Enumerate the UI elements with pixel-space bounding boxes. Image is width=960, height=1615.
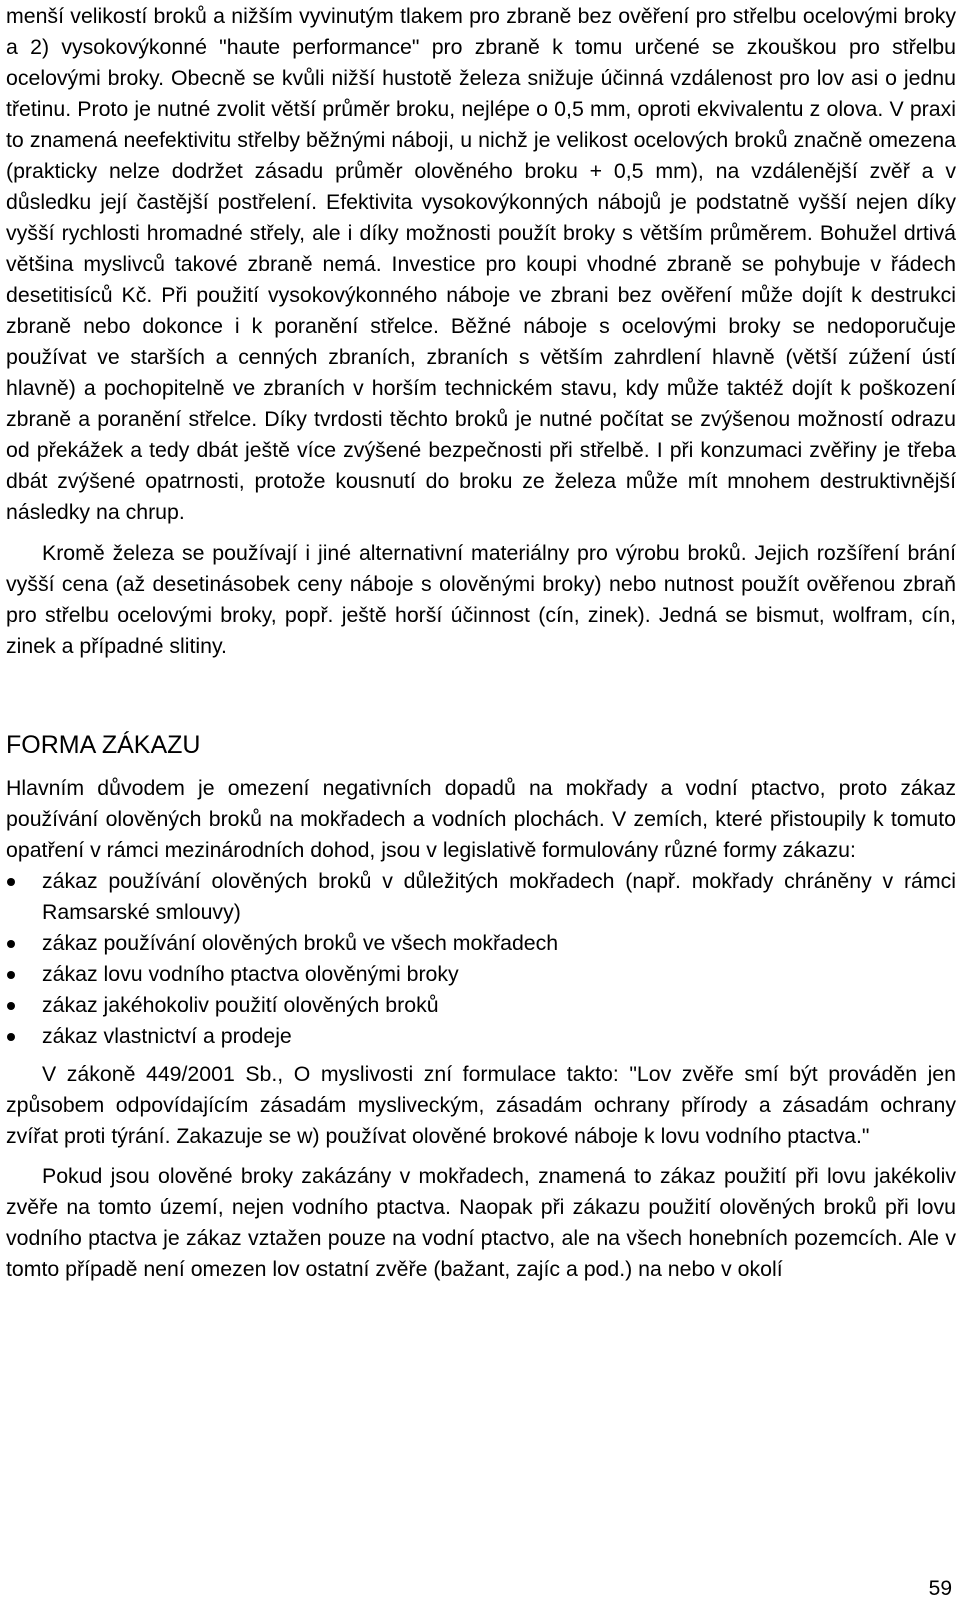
list-item-text: zákaz používání olověných broků ve všech mokřadech — [42, 931, 559, 955]
list-item — [6, 866, 956, 928]
ban-forms-list — [6, 866, 956, 1052]
list-item — [6, 959, 956, 990]
list-item-text: zákaz lovu vodního ptactva olověnými broky — [42, 962, 459, 986]
bullet-icon — [7, 940, 15, 948]
page-number: 59 — [928, 1577, 952, 1600]
list-item — [6, 990, 956, 1021]
paragraph-law-quote: V zákoně 449/2001 Sb., O myslivosti zní formulace takto: "Lov zvěře smí být prováděn jen způsobem odpovídajícím zásadám mysliveckým, zásadám ochrany přírody a zásadám ochrany zvířat proti týrání. Zakazuje se w) používat olověné brokové náboje k lovu vodního ptactva." — [6, 1062, 956, 1148]
document-page — [6, 0, 956, 1285]
paragraph-steel-shot: menší velikostí broků a nižším vyvinutým tlakem pro zbraně bez ověření pro střelbu ocelovými broky a 2) vysokovýkonné "haute performance" pro zbraně k tomu určené se zkouškou pro střelbu ocelovými broky. Obecně se kvůli nižší hustotě železa snižuje účinná vzdálenost pro lov asi o jednu třetinu. Proto je nutné zvolit větší průměr broku, nejlépe o 0,5 mm, oproti ekvivalentu z olova. V praxi to znamená neefektivitu střelby běžnými náboji, u nichž je velikost ocelových broků značně omezena (prakticky nelze dodržet zásadu průměr olověného broku + 0,5 mm), na vzdálenější zvěř a v důsledku její častější postřelení. Efektivita vysokovýkonných nábojů je podstatně vyšší nejen díky vyšší rychlosti hromadné střely, ale i díky možnosti použít broky s větším průměrem. Bohužel drtivá většina myslivců takové zbraně nemá. Investice pro koupi vhodné zbraně se pohybuje v řádech desetitisíců Kč. Při použití vysokovýkonného náboje ve zbrani bez ověření může dojít k destrukci zbraně nebo dokonce i k poranění střelce. Běžné náboje s ocelovými broky se nedoporučuje používat ve starších a cenných zbraních, zbraních s větším zahrdlení hlavně (větší zúžení ústí hlavně) a pochopitelně ve zbraních v horším technickém stavu, kdy může taktéž dojít k poškození zbraně a poranění střelce. Díky tvrdosti těchto broků je nutné počítat se zvýšenou možností odrazu od překážek a tedy dbát ještě více zvýšené bezpečnosti při střelbě. I při konzumaci zvěřiny je třeba dbát zvýšené opatrnosti, protože kousnutí do broku ze železa může mít mnohem destruktivnější následky na chrup. — [6, 4, 956, 524]
bullet-icon — [7, 1033, 15, 1041]
list-item-text: zákaz jakéhokoliv použití olověných broků — [42, 993, 439, 1017]
list-item-text: zákaz vlastnictví a prodeje — [42, 1024, 292, 1048]
bullet-icon — [7, 878, 15, 886]
paragraph-alternative-materials: Kromě železa se používají i jiné alternativní materiálny pro výrobu broků. Jejich rozšíření brání vyšší cena (až desetinásobek ceny náboje s olověnými broky) nebo nutnost použít ověřenou zbraň pro střelbu ocelovými broky, popř. ještě horší účinnost (cín, zinek). Jedná se bismut, wolfram, cín, zinek a případné slitiny. — [6, 541, 956, 658]
list-item — [6, 928, 956, 959]
section-heading: FORMA ZÁKAZU — [6, 731, 201, 759]
list-item — [6, 1021, 956, 1052]
paragraph-ban-reasons: Hlavním důvodem je omezení negativních dopadů na mokřady a vodní ptactvo, proto zákaz používání olověných broků na mokřadech a vodních plochách. V zemích, které přistoupily k tomuto opatření v rámci mezinárodních dohod, jsou v legislativě formulovány různé formy zákazu: — [6, 776, 956, 862]
bullet-icon — [7, 971, 15, 979]
paragraph-wetland-ban: Pokud jsou olověné broky zakázány v mokřadech, znamená to zákaz použití při lovu jakékoliv zvěře na tomto území, nejen vodního ptactva. Naopak při zákazu použití olověných broků při lovu vodního ptactva je zákaz vztažen pouze na vodní ptactvo, ale na všech honebních pozemcích. Ale v tomto případě není omezen lov ostatní zvěře (bažant, zajíc a pod.) na nebo v okolí — [6, 1164, 956, 1281]
list-item-text: zákaz používání olověných broků v důležitých mokřadech (např. mokřady chráněny v rámci Ramsarské smlouvy) — [42, 869, 956, 924]
bullet-icon — [7, 1002, 15, 1010]
